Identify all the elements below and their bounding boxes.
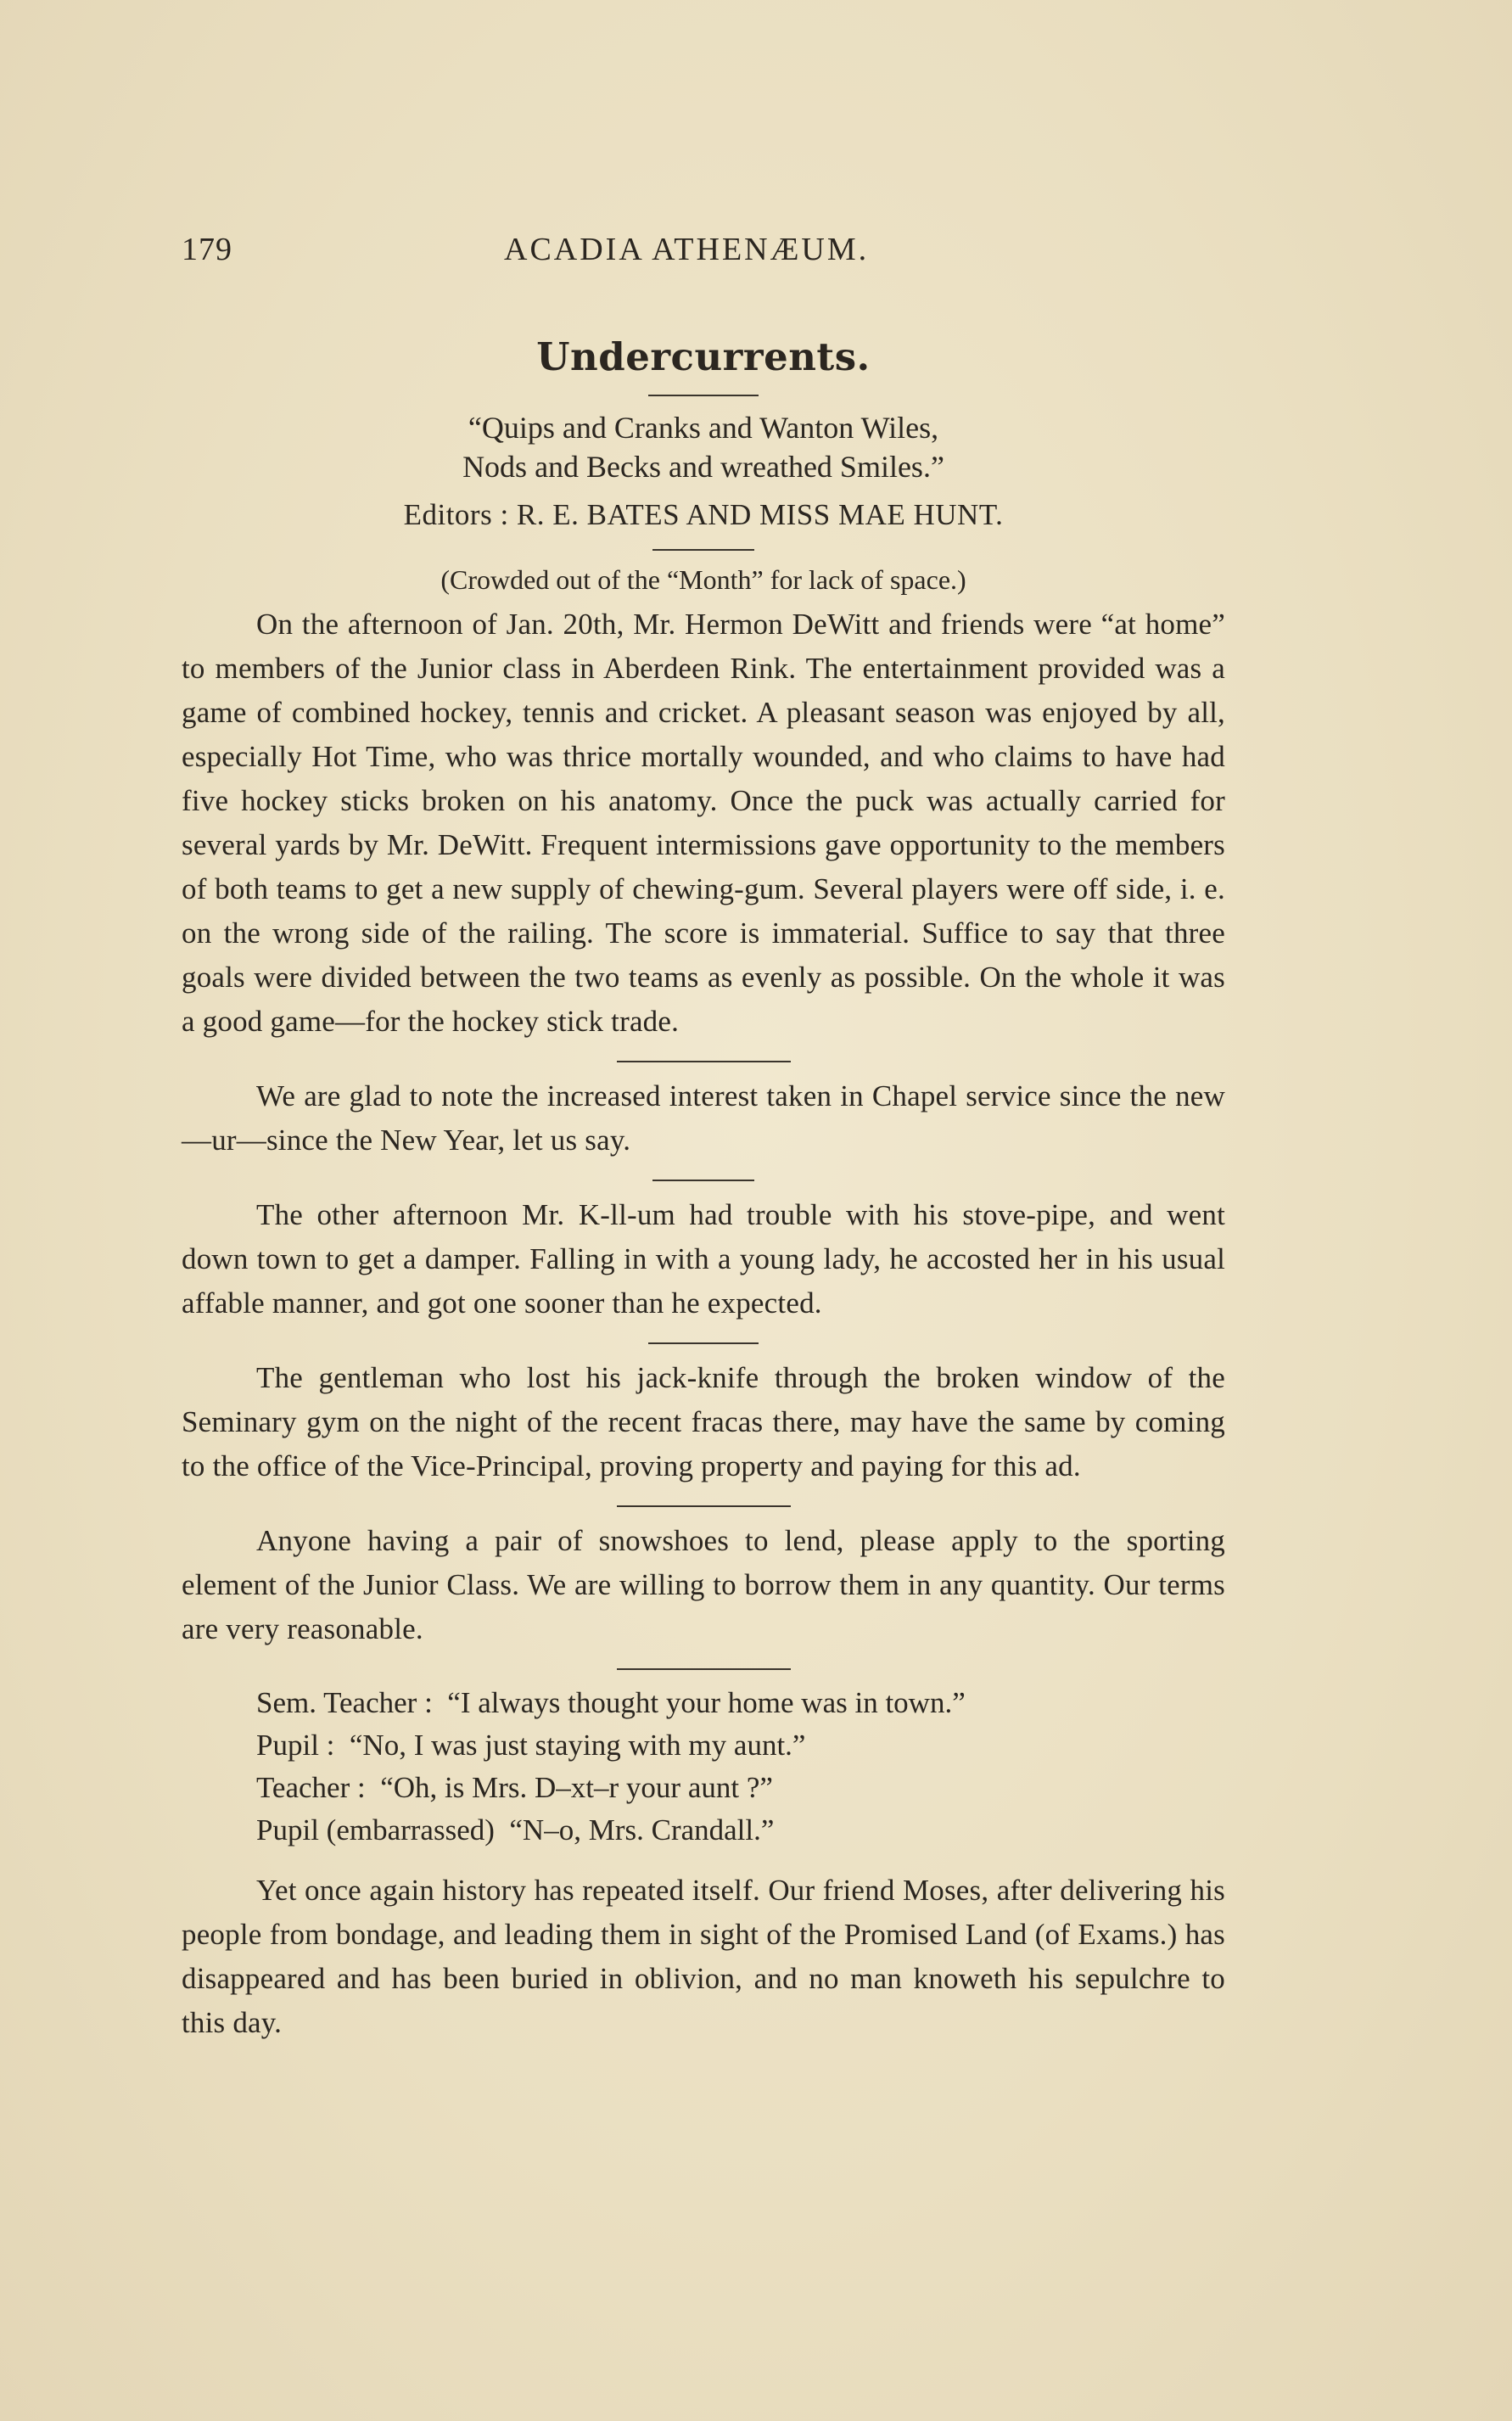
section-title: Undercurrents. [536, 334, 871, 379]
paragraph-jack-knife: The gentleman who lost his jack-knife through the broken window of the Seminary gym on the night of the recent fracas there, may have the same by coming to the office of the Vice-Principal, proving property and paying for this ad. [182, 1361, 1225, 1482]
paragraph-moses: Yet once again history has repeated itself. Our friend Moses, after delivering his people from bondage, and leading them in sight of the Promised Land (of Exams.) has disappeared and has been buried in oblivion, and no man knoweth his sepulchre to this day. [182, 1874, 1225, 2039]
divider [617, 1505, 791, 1507]
page-number: 179 [182, 232, 232, 267]
divider [617, 1668, 791, 1670]
dialogue-line: Teacher : “Oh, is Mrs. D–xt–r your aunt ?” [256, 1771, 773, 1804]
dialogue-line: Pupil : “No, I was just staying with my aunt.” [256, 1729, 806, 1762]
divider [652, 1180, 754, 1181]
divider [617, 1061, 791, 1062]
editors-credit: Editors : R. E. BATES AND MISS MAE HUNT. [403, 498, 1004, 531]
editorial-note: (Crowded out of the “Month” for lack of space.) [440, 564, 966, 595]
paragraph-stove-pipe: The other afternoon Mr. K-ll-um had trouble with his stove-pipe, and went down town to get a damper. Falling in with a young lady, he accosted her in his usual affable manner, and got one sooner than he expected. [182, 1198, 1225, 1320]
paragraph-chapel-service: We are glad to note the increased interest taken in Chapel service since the new—ur—since the New Year, let us say. [182, 1079, 1225, 1157]
running-head [182, 222, 1225, 273]
epigraph-line: Nods and Becks and wreathed Smiles.” [462, 450, 944, 484]
journal-title: ACADIA ATHENÆUM. [504, 232, 870, 267]
dialogue-line: Sem. Teacher : “I always thought your home was in town.” [256, 1686, 966, 1719]
divider [652, 549, 754, 551]
paragraph-snowshoes: Anyone having a pair of snowshoes to lend, please apply to the sporting element of the Junior Class. We are willing to borrow them in any quantity. Our terms are very reasonable. [182, 1524, 1225, 1645]
divider [648, 395, 759, 396]
spacer [182, 1852, 1225, 1869]
paragraph-hockey-game: On the afternoon of Jan. 20th, Mr. Hermon DeWitt and friends were “at home” to members of the Junior class in Aberdeen Rink. The entertainment provided was a game of combined hockey, tennis and cricket. A pleasant season was enjoyed by all, especially Hot Time, who was thrice mortally wounded, and who claims to have had five hockey sticks broken on his anatomy. Once the puck was actually carried for several yards by Mr. DeWitt. Frequent intermissions gave opportunity to the members of both teams to get a new supply of chewing-gum. Several players were off side, i. e. on the wrong side of the railing. The score is immaterial. Suffice to say that three goals were divided between the two teams as evenly as possible. On the whole it was a good game—for the hockey stick trade. [182, 608, 1225, 1038]
epigraph [182, 408, 1225, 486]
page-content [182, 222, 1225, 2045]
divider [648, 1342, 759, 1344]
dialogue-line: Pupil (embarrassed) “N–o, Mrs. Crandall.” [256, 1813, 775, 1847]
epigraph-line: “Quips and Cranks and Wanton Wiles, [468, 411, 939, 445]
dialogue [182, 1682, 1225, 1852]
